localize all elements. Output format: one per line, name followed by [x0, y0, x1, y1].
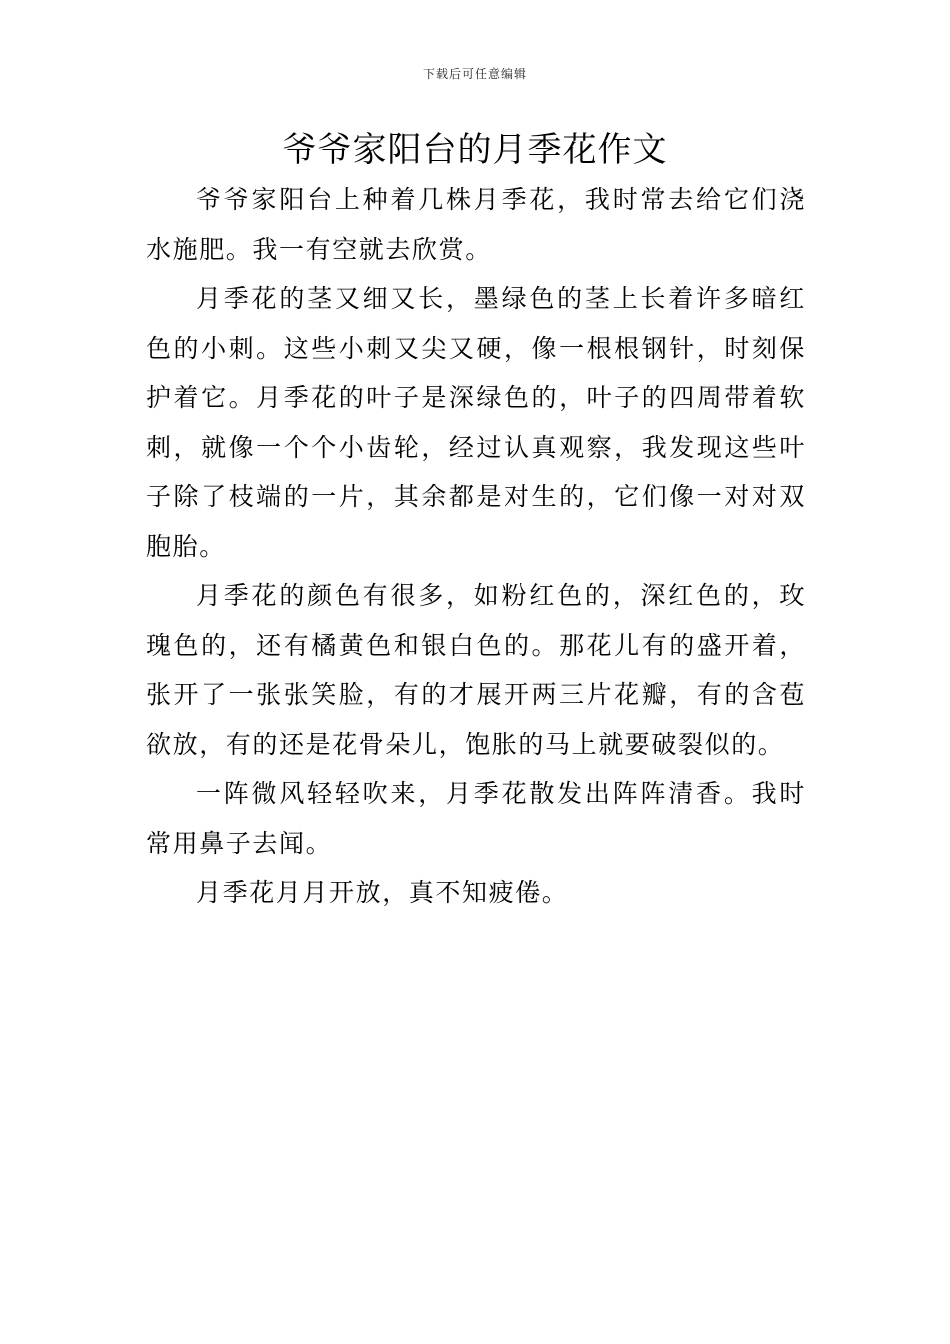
paragraph: 爷爷家阳台上种着几株月季花，我时常去给它们浇水施肥。我一有空就去欣赏。 — [146, 185, 806, 264]
paragraph: 月季花的颜色有很多，如粉红色的，深红色的，玫瑰色的，还有橘黄色和银白色的。那花儿有的盛开着，张开了一张张笑脸，有的才展开两三片花瓣，有的含苞欲放，有的还是花骨朵儿，饱胀的马上就要破裂似的。 — [146, 581, 806, 759]
essay-body — [146, 175, 806, 918]
essay-title: 爷爷家阳台的月季花作文 — [282, 130, 668, 170]
header-note: 下载后可任意编辑 — [422, 67, 527, 81]
paragraph: 月季花月月开放，真不知疲倦。 — [196, 878, 569, 907]
paragraph: 月季花的茎又细又长，墨绿色的茎上长着许多暗红色的小刺。这些小刺又尖又硬，像一根根钢针，时刻保护着它。月季花的叶子是深绿色的，叶子的四周带着软刺，就像一个个小齿轮，经过认真观察，我发现这些叶子除了枝端的一片，其余都是对生的，它们像一对对双胞胎。 — [146, 284, 806, 561]
paragraph: 一阵微风轻轻吹来，月季花散发出阵阵清香。我时常用鼻子去闻。 — [146, 779, 806, 858]
